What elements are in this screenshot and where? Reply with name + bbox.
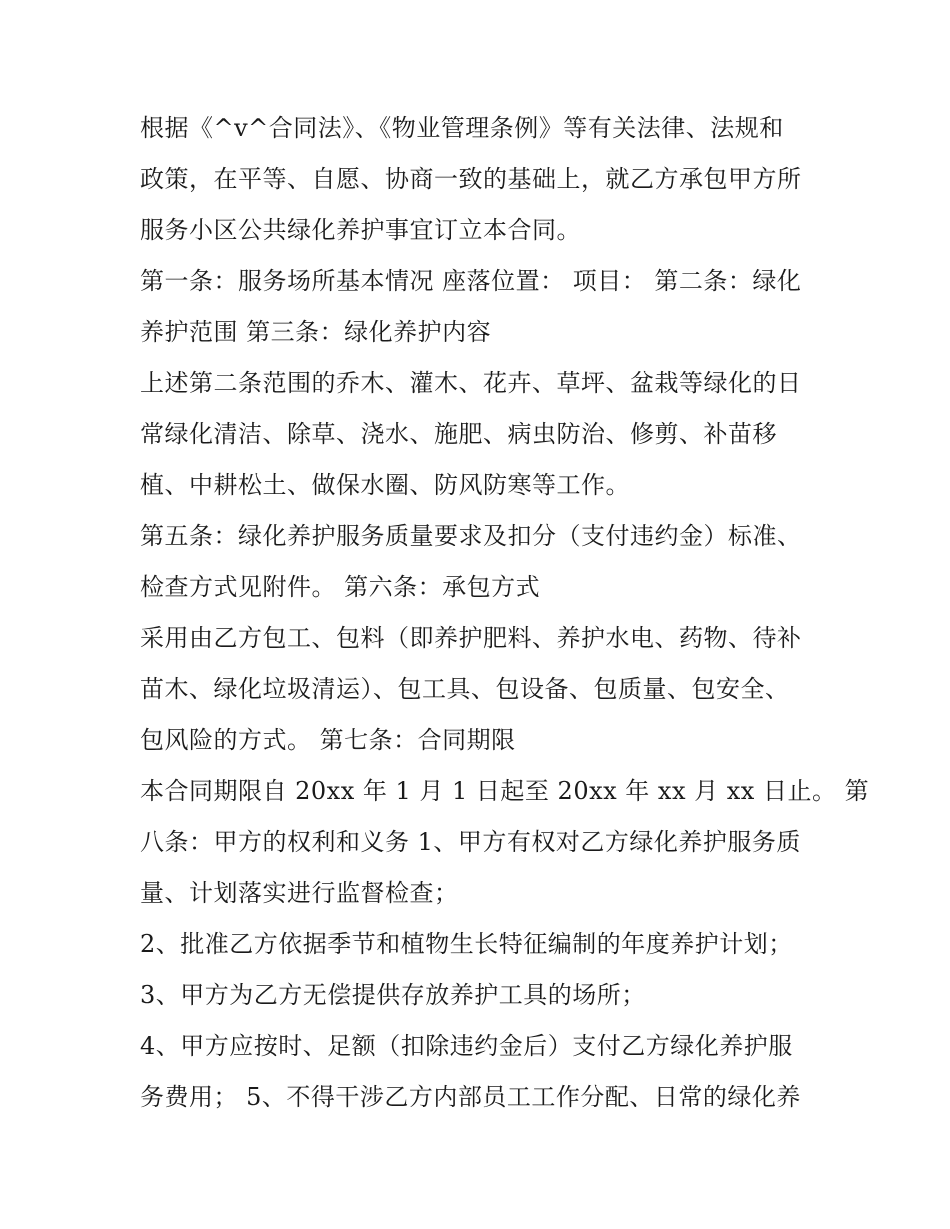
text-line: 根据《^v^合同法》、《物业管理条例》等有关法律、法规和 [140, 114, 784, 142]
text-line: 服务小区公共绿化养护事宜订立本合同。 [140, 216, 581, 244]
text-line: 务费用； 5、不得干涉乙方内部员工工作分配、日常的绿化养 [140, 1083, 801, 1111]
text-line: 2、批准乙方依据季节和植物生长特征编制的年度养护计划； [140, 930, 793, 958]
text-line: 第一条：服务场所基本情况 座落位置： 项目： 第二条：绿化 [140, 267, 802, 295]
text-line: 3、甲方为乙方无偿提供存放养护工具的场所； [140, 981, 646, 1009]
text-line: 养护范围 第三条：绿化养护内容 [140, 318, 492, 346]
text-line: 本合同期限自 20xx 年 1 月 1 日起至 20xx 年 xx 月 xx 日止。 第 [140, 777, 870, 805]
text-line: 苗木、绿化垃圾清运）、包工具、包设备、包质量、包安全、 [140, 675, 790, 703]
text-line: 第五条：绿化养护服务质量要求及扣分（支付违约金）标准、 [140, 522, 802, 550]
text-line: 上述第二条范围的乔木、灌木、花卉、草坪、盆栽等绿化的日 [140, 369, 802, 397]
text-line: 量、计划落实进行监督检查； [140, 879, 459, 907]
text-line: 常绿化清洁、除草、浇水、施肥、病虫防治、修剪、补苗移 [140, 420, 777, 448]
text-line: 包风险的方式。 第七条：合同期限 [140, 726, 516, 754]
text-line: 政策，在平等、自愿、协商一致的基础上，就乙方承包甲方所 [140, 165, 802, 193]
text-line: 采用由乙方包工、包料（即养护肥料、养护水电、药物、待补 [140, 624, 802, 652]
text-line: 4、甲方应按时、足额（扣除违约金后）支付乙方绿化养护服 [140, 1032, 793, 1060]
text-line: 植、中耕松土、做保水圈、防风防寒等工作。 [140, 471, 630, 499]
text-line: 检查方式见附件。 第六条：承包方式 [140, 573, 541, 601]
text-line: 八条：甲方的权利和义务 1、甲方有权对乙方绿化养护服务质 [140, 828, 801, 856]
